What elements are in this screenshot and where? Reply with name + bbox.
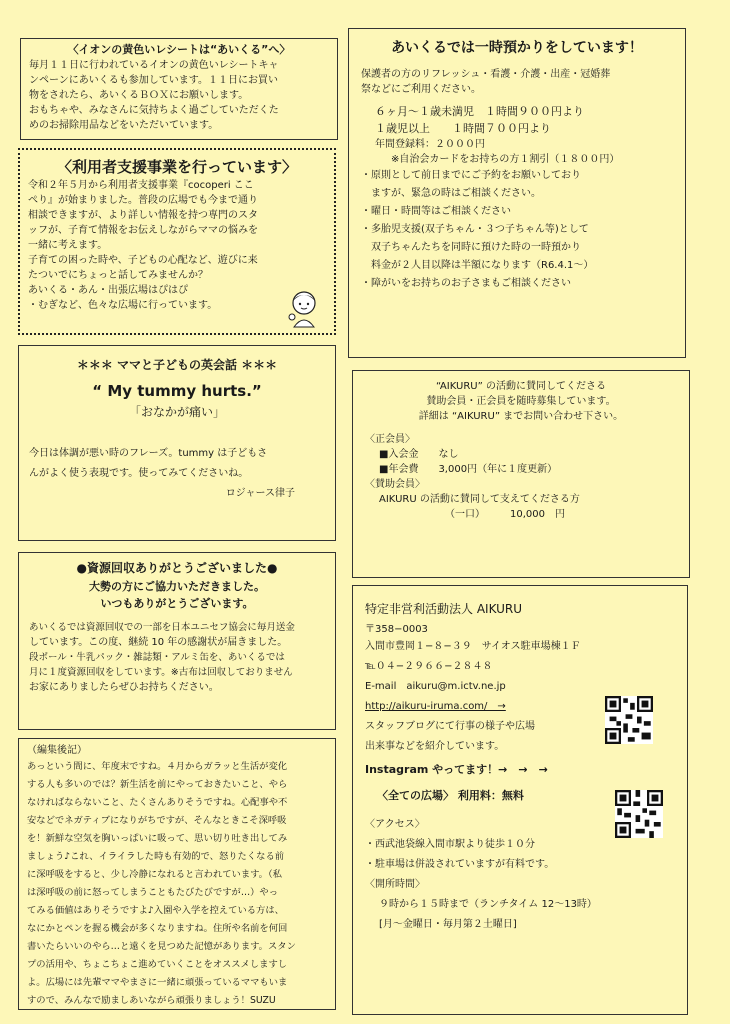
website-qr-code-icon[interactable] — [605, 696, 653, 744]
postscript-line: を！新鮮な空気を胸いっぱいに吸って、思い切り吐き出してみ — [27, 833, 288, 844]
postscript-line: 書いたらいいのやら…と遠くを見つめた記憶があります。スタン — [27, 941, 296, 952]
access-title: 〈アクセス〉 — [365, 819, 425, 830]
org-address: 入間市豊岡１−８−３９ サイオス駐車場棟１Ｆ — [365, 641, 581, 652]
instagram-qr-code-icon[interactable] — [615, 790, 663, 838]
supporting-member-price: （一口） 10,000 円 — [445, 509, 565, 520]
postscript-line: すので、みんなで励ましあいながら頑張りましょう！SUZU — [27, 995, 276, 1006]
aeon-line: 毎月１１日に行われているイオンの黄色いレシートキャ — [29, 60, 279, 71]
childcare-fee: 年間登録料：２０００円 — [375, 139, 485, 150]
girl-illustration-icon — [284, 287, 324, 329]
english-translation: 「おなかが痛い」 — [128, 405, 225, 419]
access-line: ・駐車場は併設されていますが有料です。 — [365, 859, 555, 870]
english-title: ＊＊＊ ママと子どもの英会話 ＊＊＊ — [76, 358, 278, 372]
postscript-line: ましょう♪これ、イライラした時も有効的で、怒りたくなる前 — [27, 851, 285, 862]
support-line: 一緒に考えます。 — [28, 240, 108, 251]
support-title: 〈利用者支援事業を行っています〉 — [56, 158, 297, 176]
childcare-bullet: ・曜日・時間等はご相談ください — [361, 206, 511, 217]
user-support-section — [18, 148, 336, 335]
supporting-member-line: AIKURU の活動に賛同して支えてくださる方 — [379, 494, 580, 505]
support-line: ・むぎなど、色々な広場に行っています。 — [28, 300, 218, 311]
english-phrase: “ My tummy hurts.” — [92, 382, 262, 400]
childcare-price: １歳児以上 １時間７００円より — [375, 122, 551, 135]
member-line: 賛助会員・正会員を随時募集しています。 — [426, 396, 616, 407]
support-line: ぺり』が始まりました。普段の広場でも今まで通り — [28, 195, 258, 206]
hours-line: [月〜金曜日・毎月第２土曜日] — [379, 919, 517, 930]
aeon-receipt-section — [20, 38, 338, 140]
organization-info-section — [352, 585, 688, 1015]
aeon-line: ンペーンにあいくるも参加しています。１１日にお買い — [29, 75, 278, 86]
recycle-line: お家にありましたらぜひお持ちください。 — [29, 682, 219, 693]
editor-postscript-section — [18, 738, 336, 1010]
aeon-title: 〈イオンの黄色いレシートは“あいくる”へ〉 — [67, 43, 291, 56]
childcare-bullet: ・多胎児支援(双子ちゃん・３つ子ちゃん等)として — [361, 224, 589, 235]
temporary-childcare-section — [348, 28, 686, 358]
org-tel: ℡０４−２９６６−２８４８ — [365, 661, 493, 672]
org-blog-line: 出来事などを紹介しています。 — [365, 741, 505, 752]
hours-line: ９時から１５時まで（ランチタイム 12〜13時） — [379, 899, 597, 910]
english-author: ロジャース律子 — [225, 488, 295, 499]
childcare-title: あいくるでは一時預かりをしています！ — [391, 40, 643, 56]
childcare-discount: ※自治会カードをお持ちの方１割引（１８００円） — [391, 154, 620, 165]
recycle-line: 段ボール・牛乳パック・雑誌類・アルミ缶を、あいくるでは — [29, 652, 285, 663]
org-instagram[interactable]: Instagram やってます！→ → → — [365, 763, 548, 776]
org-blog-line: スタッフブログにて行事の様子や広場 — [365, 721, 535, 732]
aeon-line: 物をされたら、あいくるＢＯＸにお願いします。 — [29, 90, 249, 101]
annual-fee: ■年会費 3,000円（年に１度更新） — [379, 464, 558, 475]
english-conversation-section — [18, 345, 336, 541]
recycle-title: ●資源回収ありがとうございました● — [76, 561, 278, 575]
support-line: たついでにちょっと話してみませんか？ — [28, 270, 208, 281]
org-name: 特定非営利活動法人 AIKURU — [365, 602, 523, 616]
english-line: 今日は体調が悪い時のフレーズ。tummy は子どもさ — [29, 448, 268, 459]
postscript-line: プの活用や、ちょこちょこ進めていくことをオススメしますし — [27, 959, 288, 970]
support-line: あいくる・あん・出張広場はぴはぴ — [28, 285, 188, 296]
postscript-line: する人も多いのでは？新生活を前にやっておきたいこと、やら — [27, 779, 288, 790]
org-zip: 〒358−0003 — [365, 624, 428, 635]
support-line: 令和２年５月から利用者支援事業『cocoperi ここ — [28, 180, 254, 191]
childcare-price: ６ヶ月〜１歳未満児 １時間９００円より — [375, 105, 584, 118]
postscript-line: は深呼吸の前に怒ってしまうこともたびたびですが…）やっ — [27, 887, 279, 898]
postscript-title: （編集後記） — [27, 745, 87, 756]
postscript-line: てみる価値はありそうですよ♪入園や入学を控えている方は、 — [27, 905, 284, 916]
aeon-line: おもちゃや、みなさんに気持ちよく過ごしていただくた — [29, 105, 279, 116]
childcare-bullet: ますが、緊急の時はご相談ください。 — [361, 188, 541, 199]
postscript-line: よ。広場には先輩ママやまさに一緒に頑張っているママもいま — [27, 977, 288, 988]
support-line: 子育ての困った時や、子どもの心配など、遊びに来 — [28, 255, 258, 266]
childcare-intro: 祭などにご利用ください。 — [361, 84, 481, 95]
postscript-line: あっという間に、年度末ですね。４月からガラッと生活が変化 — [27, 761, 288, 772]
childcare-bullet: 料金が２人目以降は半額になります（R6.4.1〜） — [361, 260, 594, 271]
recycle-line: あいくるでは資源回収での一部を日本ユニセフ協会に毎月送金 — [29, 622, 295, 633]
postscript-line: 安などでネガティブになりがちですが、そんなときこそ深呼吸 — [27, 815, 287, 826]
support-line: ッフが、子育て情報をお伝えしながらママの悩みを — [28, 225, 258, 236]
aeon-line: めのお掃除用品などをいただいています。 — [29, 120, 219, 131]
hours-title: 〈開所時間〉 — [365, 879, 425, 890]
org-plaza-fee: 〈全ての広場〉 利用料：無料 — [377, 789, 524, 802]
english-line: んがよく使う表現です。使ってみてくださいね。 — [29, 468, 249, 479]
childcare-bullet: 双子ちゃんたちを同時に預けた時の一時預かり — [361, 242, 581, 253]
postscript-line: なければならないこと、たくさんありそうですね。心配事や不 — [27, 797, 288, 808]
recycle-sub: いつもありがとうございます。 — [100, 597, 254, 610]
regular-member-title: 〈正会員〉 — [365, 434, 415, 445]
member-line: “AIKURU” の活動に賛同してくださる — [436, 381, 606, 392]
supporting-member-title: 〈賛助会員〉 — [365, 479, 425, 490]
childcare-bullet: ・原則として前日までにご予約をお願いしており — [361, 170, 581, 181]
childcare-bullet: ・障がいをお持ちのお子さまもご相談ください — [361, 278, 571, 289]
member-line: 詳細は “AIKURU” までお問い合わせ下さい。 — [418, 411, 624, 422]
recycle-line: 月に１度資源回収をしています。※古布は回収しておりません — [29, 667, 293, 678]
support-line: 相談できますが、より詳しい情報を持つ専門のスタ — [28, 210, 258, 221]
postscript-line: に深呼吸をすると、少し冷静になれると言われています。（私 — [27, 869, 282, 880]
childcare-intro: 保護者の方のリフレッシュ・看護・介護・出産・冠婚葬 — [361, 69, 611, 80]
membership-section — [352, 370, 690, 578]
org-website-link[interactable]: http://aikuru-iruma.com/ → — [365, 701, 506, 712]
recycle-sub: 大勢の方にご協力いただきました。 — [89, 580, 265, 593]
recycle-line: しています。この度、継続 10 年の感謝状が届きました。 — [29, 637, 288, 648]
postscript-line: なにかとペンを握る機会が多くなりますね。住所や名前を何回 — [27, 923, 288, 934]
access-line: ・西武池袋線入間市駅より徒歩１０分 — [365, 839, 535, 850]
recycling-section — [18, 552, 336, 730]
org-email[interactable]: E-mail aikuru@m.ictv.ne.jp — [365, 681, 506, 692]
entry-fee: ■入会金 なし — [379, 449, 459, 460]
